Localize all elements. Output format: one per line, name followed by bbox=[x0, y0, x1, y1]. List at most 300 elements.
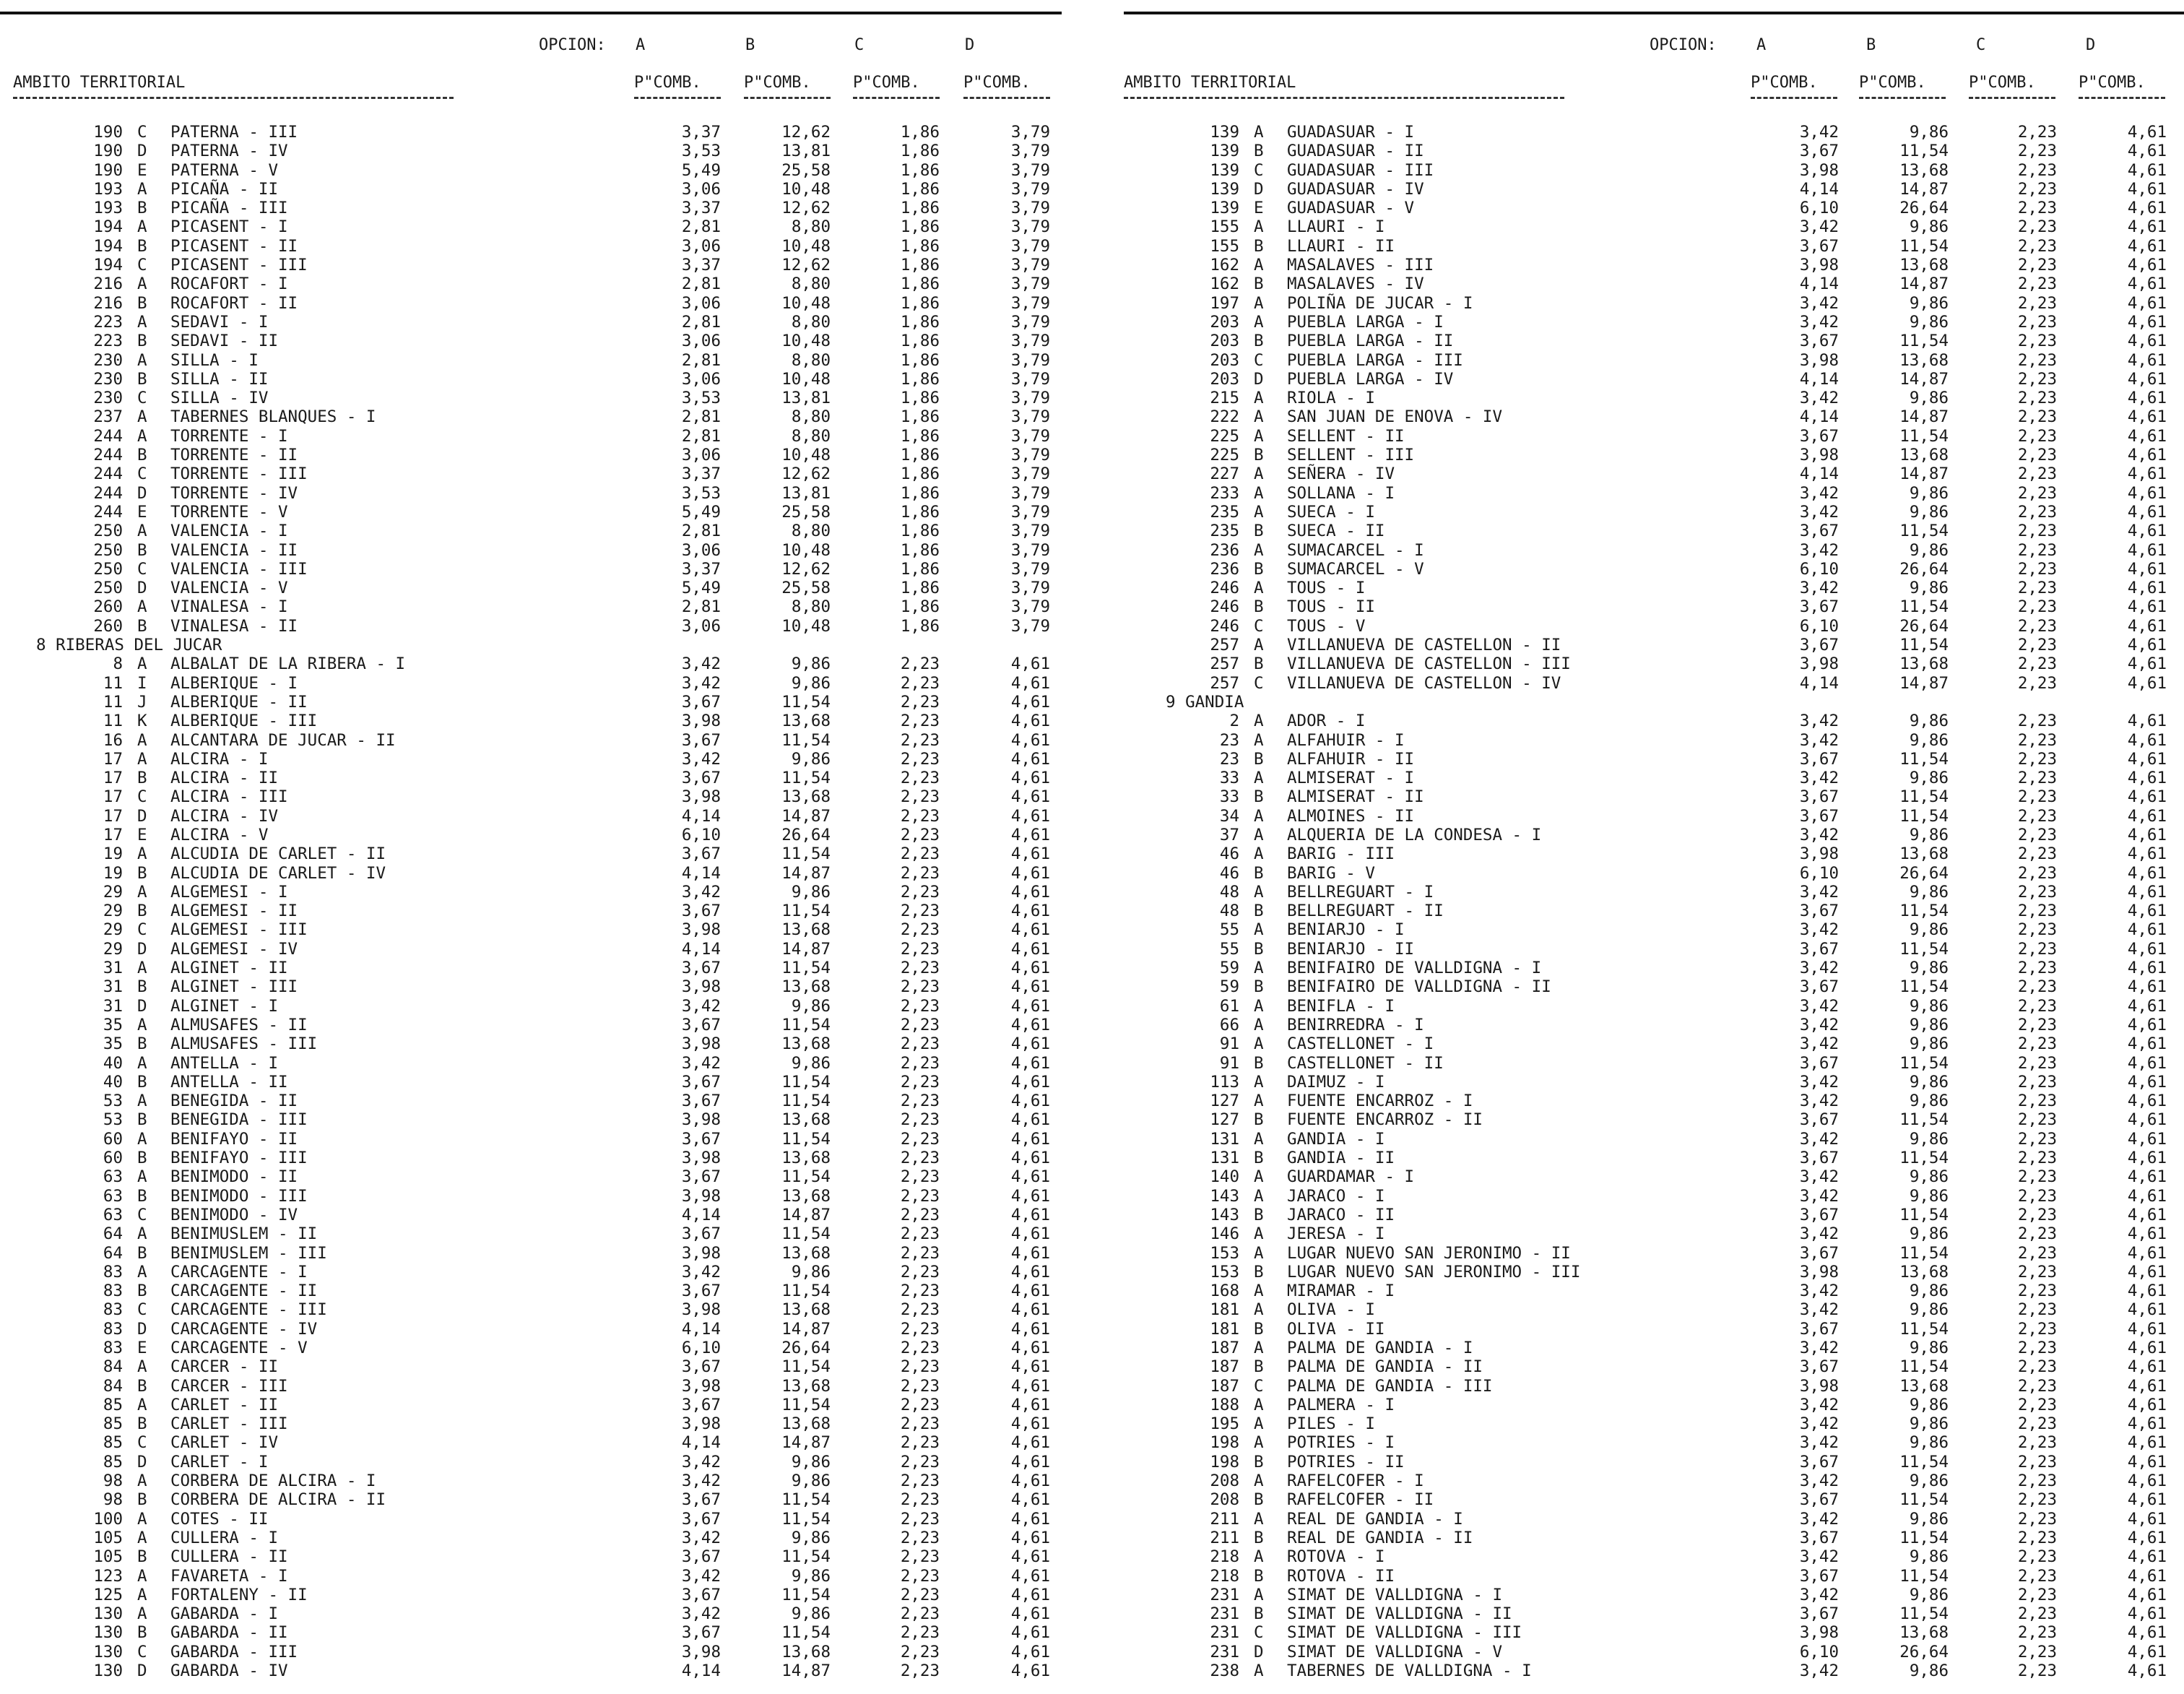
table-row bbox=[0, 1567, 1062, 1586]
pcomb-value-a: 3,42 bbox=[1799, 1433, 1839, 1453]
pcomb-underline-d bbox=[963, 97, 1050, 99]
pcomb-value-d: 4,61 bbox=[1010, 1472, 1050, 1491]
table-row bbox=[1124, 674, 2184, 693]
municipality-code: 33 bbox=[1219, 787, 1239, 807]
pcomb-value-c: 2,23 bbox=[2017, 673, 2057, 693]
municipality-code: 195 bbox=[1210, 1414, 1239, 1434]
pcomb-value-d: 3,79 bbox=[1010, 199, 1050, 218]
pcomb-value-c: 2,23 bbox=[2017, 902, 2057, 921]
pcomb-value-d: 3,79 bbox=[1010, 275, 1050, 294]
zone-letter: D bbox=[137, 806, 147, 826]
pcomb-value-d: 4,61 bbox=[1010, 806, 1050, 826]
zone-letter: B bbox=[137, 1243, 147, 1263]
pcomb-value-a: 3,37 bbox=[681, 256, 721, 275]
pcomb-value-d: 4,61 bbox=[1010, 1072, 1050, 1092]
pcomb-value-b: 9,86 bbox=[791, 1566, 831, 1586]
left-page-column bbox=[0, 0, 1062, 1694]
pcomb-value-a: 3,98 bbox=[681, 1034, 721, 1054]
municipality-code: 139 bbox=[1210, 123, 1239, 142]
municipality-name: ALBERIQUE - II bbox=[170, 692, 308, 712]
pcomb-value-c: 1,86 bbox=[900, 123, 940, 142]
zone-letter: A bbox=[137, 1053, 147, 1073]
pcomb-value-c: 2,23 bbox=[900, 1072, 940, 1092]
zone-letter: A bbox=[1254, 1129, 1264, 1149]
zone-letter: B bbox=[137, 1623, 147, 1643]
pcomb-value-c: 2,23 bbox=[2017, 787, 2057, 807]
table-row bbox=[0, 693, 1062, 712]
pcomb-value-d: 3,79 bbox=[1010, 559, 1050, 579]
pcomb-value-b: 11,54 bbox=[781, 1015, 831, 1034]
table-row bbox=[0, 351, 1062, 370]
pcomb-value-a: 3,42 bbox=[1799, 1339, 1839, 1357]
zone-letter: I bbox=[137, 673, 147, 693]
municipality-name: TOUS - V bbox=[1287, 616, 1366, 636]
pcomb-value-c: 1,86 bbox=[900, 350, 940, 370]
zone-letter: B bbox=[137, 369, 147, 389]
table-row bbox=[0, 484, 1062, 503]
table-row bbox=[1124, 1167, 2184, 1186]
municipality-code: 244 bbox=[93, 426, 123, 446]
pcomb-value-b: 9,86 bbox=[1909, 1547, 1949, 1567]
municipality-name: BENIMUSLEM - II bbox=[170, 1224, 318, 1244]
zone-letter: A bbox=[137, 522, 147, 541]
pcomb-value-a: 3,67 bbox=[1799, 1528, 1839, 1547]
pcomb-value-a: 6,10 bbox=[681, 825, 721, 844]
table-row bbox=[0, 1510, 1062, 1529]
table-row bbox=[1124, 313, 2184, 332]
pcomb-value-b: 9,86 bbox=[791, 1053, 831, 1073]
table-row bbox=[0, 1320, 1062, 1339]
pcomb-value-c: 1,86 bbox=[900, 332, 940, 351]
table-row bbox=[1124, 484, 2184, 503]
pcomb-value-d: 4,61 bbox=[2127, 350, 2167, 370]
municipality-code: 127 bbox=[1210, 1110, 1239, 1130]
zone-letter: A bbox=[1254, 293, 1264, 313]
municipality-name: BENIMODO - II bbox=[170, 1167, 298, 1187]
pcomb-value-a: 4,14 bbox=[681, 1205, 721, 1224]
municipality-code: 211 bbox=[1210, 1509, 1239, 1529]
zone-letter: A bbox=[137, 1129, 147, 1149]
municipality-name: ALGEMESI - I bbox=[170, 882, 288, 902]
municipality-code: 85 bbox=[103, 1452, 123, 1472]
pcomb-value-b: 9,86 bbox=[1909, 540, 1949, 560]
municipality-code: 203 bbox=[1210, 332, 1239, 351]
pcomb-value-b: 11,54 bbox=[1899, 1053, 1949, 1073]
table-row bbox=[1124, 370, 2184, 389]
zone-letter: A bbox=[1254, 1414, 1264, 1434]
pcomb-value-d: 4,61 bbox=[1010, 977, 1050, 997]
pcomb-value-c: 2,23 bbox=[900, 1395, 940, 1414]
pcomb-value-c: 2,23 bbox=[2017, 882, 2057, 902]
municipality-name: BENIFAYO - II bbox=[170, 1129, 298, 1149]
option-c-label: C bbox=[854, 36, 864, 54]
municipality-code: 193 bbox=[93, 199, 123, 218]
pcomb-value-b: 13,81 bbox=[781, 483, 831, 503]
table-row bbox=[0, 370, 1062, 389]
municipality-name: CARCAGENTE - I bbox=[170, 1262, 308, 1282]
zone-letter: B bbox=[137, 1186, 147, 1206]
pcomb-value-c: 2,23 bbox=[2017, 1092, 2057, 1111]
municipality-code: 8 bbox=[113, 654, 123, 674]
table-row bbox=[1124, 1414, 2184, 1433]
table-row bbox=[1124, 275, 2184, 293]
pcomb-value-c: 1,86 bbox=[900, 199, 940, 218]
pcomb-value-c: 2,23 bbox=[2017, 1339, 2057, 1357]
municipality-code: 37 bbox=[1219, 825, 1239, 844]
municipality-name: SILLA - II bbox=[170, 369, 269, 389]
pcomb-value-c: 2,23 bbox=[2017, 1585, 2057, 1604]
zone-letter: A bbox=[137, 1092, 147, 1111]
pcomb-value-b: 9,86 bbox=[1909, 389, 1949, 408]
zone-letter: B bbox=[1254, 902, 1264, 921]
pcomb-label-b: P"COMB. bbox=[1859, 74, 1926, 92]
municipality-name: CARCAGENTE - II bbox=[170, 1282, 318, 1301]
pcomb-value-c: 2,23 bbox=[900, 749, 940, 769]
municipality-code: 105 bbox=[93, 1547, 123, 1567]
pcomb-value-d: 4,61 bbox=[2127, 1205, 2167, 1224]
table-row bbox=[0, 1414, 1062, 1433]
table-row bbox=[0, 407, 1062, 426]
pcomb-value-a: 3,42 bbox=[1799, 1395, 1839, 1414]
municipality-name: SELLENT - III bbox=[1287, 446, 1415, 465]
pcomb-value-b: 10,48 bbox=[781, 540, 831, 560]
municipality-name: BENEGIDA - II bbox=[170, 1092, 298, 1111]
municipality-name: ALCIRA - II bbox=[170, 769, 279, 788]
pcomb-value-b: 9,86 bbox=[791, 996, 831, 1016]
municipality-name: ALCUDIA DE CARLET - II bbox=[170, 844, 386, 864]
municipality-name: BENIFLA - I bbox=[1287, 996, 1395, 1016]
pcomb-value-d: 4,61 bbox=[1010, 1149, 1050, 1168]
pcomb-value-b: 9,86 bbox=[1909, 1661, 1949, 1681]
pcomb-value-a: 2,81 bbox=[681, 217, 721, 237]
pcomb-value-d: 4,61 bbox=[2127, 787, 2167, 807]
pcomb-value-b: 12,62 bbox=[781, 559, 831, 579]
municipality-code: 31 bbox=[103, 996, 123, 1016]
municipality-code: 250 bbox=[93, 559, 123, 579]
municipality-code: 60 bbox=[103, 1129, 123, 1149]
municipality-code: 260 bbox=[93, 597, 123, 617]
pcomb-value-d: 3,79 bbox=[1010, 522, 1050, 541]
pcomb-value-d: 4,61 bbox=[1010, 863, 1050, 883]
zone-letter: A bbox=[1254, 579, 1264, 598]
pcomb-value-c: 1,86 bbox=[900, 559, 940, 579]
municipality-name: PICASENT - II bbox=[170, 236, 298, 256]
municipality-code: 130 bbox=[93, 1642, 123, 1661]
pcomb-value-d: 4,61 bbox=[1010, 825, 1050, 844]
pcomb-value-b: 9,86 bbox=[791, 1528, 831, 1547]
pcomb-value-d: 4,61 bbox=[2127, 1015, 2167, 1034]
pcomb-value-b: 13,68 bbox=[781, 1186, 831, 1206]
pcomb-value-c: 2,23 bbox=[2017, 236, 2057, 256]
municipality-name: ALCANTARA DE JUCAR - II bbox=[170, 730, 396, 750]
table-row bbox=[0, 1643, 1062, 1661]
municipality-name: SEDAVI - II bbox=[170, 332, 279, 351]
table-row bbox=[0, 769, 1062, 787]
pcomb-value-a: 5,49 bbox=[681, 579, 721, 598]
pcomb-value-a: 2,81 bbox=[681, 312, 721, 332]
zone-letter: B bbox=[1254, 1566, 1264, 1586]
pcomb-value-c: 2,23 bbox=[2017, 1300, 2057, 1320]
pcomb-value-c: 2,23 bbox=[900, 1623, 940, 1643]
pcomb-value-b: 9,86 bbox=[1909, 1186, 1949, 1206]
municipality-name: LUGAR NUEVO SAN JERONIMO - II bbox=[1287, 1243, 1571, 1263]
pcomb-value-c: 2,23 bbox=[900, 769, 940, 788]
pcomb-value-d: 3,79 bbox=[1010, 483, 1050, 503]
table-row bbox=[1124, 1224, 2184, 1243]
zone-letter: C bbox=[1254, 160, 1264, 180]
zone-letter: B bbox=[1254, 1319, 1264, 1339]
table-row bbox=[1124, 294, 2184, 313]
pcomb-value-b: 9,86 bbox=[791, 1472, 831, 1491]
pcomb-value-a: 3,98 bbox=[1799, 446, 1839, 465]
pcomb-value-c: 2,23 bbox=[2017, 1604, 2057, 1624]
municipality-name: ALFAHUIR - I bbox=[1287, 730, 1405, 750]
pcomb-value-a: 2,81 bbox=[681, 407, 721, 427]
zone-letter: E bbox=[137, 160, 147, 180]
municipality-code: 98 bbox=[103, 1490, 123, 1510]
zone-letter: A bbox=[1254, 636, 1264, 655]
table-row bbox=[0, 332, 1062, 350]
table-row bbox=[1124, 1643, 2184, 1661]
pcomb-value-a: 3,42 bbox=[681, 1472, 721, 1491]
municipality-name: TORRENTE - I bbox=[170, 426, 288, 446]
pcomb-value-b: 11,54 bbox=[781, 1623, 831, 1643]
pcomb-value-c: 2,23 bbox=[900, 1243, 940, 1263]
table-row bbox=[0, 464, 1062, 483]
municipality-code: 83 bbox=[103, 1282, 123, 1301]
pcomb-value-b: 13,68 bbox=[781, 920, 831, 940]
pcomb-value-d: 4,61 bbox=[2127, 142, 2167, 161]
pcomb-value-d: 3,79 bbox=[1010, 123, 1050, 142]
pcomb-value-a: 3,42 bbox=[1799, 217, 1839, 237]
pcomb-value-c: 2,23 bbox=[2017, 1053, 2057, 1073]
pcomb-value-b: 13,68 bbox=[781, 977, 831, 997]
zone-letter: D bbox=[137, 1452, 147, 1472]
pcomb-value-b: 14,87 bbox=[781, 1661, 831, 1681]
option-b-label: B bbox=[1866, 36, 1876, 54]
municipality-code: 216 bbox=[93, 293, 123, 313]
table-row bbox=[0, 256, 1062, 275]
table-row bbox=[0, 787, 1062, 806]
table-row bbox=[1124, 1149, 2184, 1167]
municipality-code: 63 bbox=[103, 1205, 123, 1224]
municipality-code: 29 bbox=[103, 920, 123, 940]
table-row bbox=[0, 1529, 1062, 1547]
municipality-code: 11 bbox=[103, 673, 123, 693]
pcomb-value-b: 13,68 bbox=[1899, 654, 1949, 674]
pcomb-value-d: 4,61 bbox=[2127, 1262, 2167, 1282]
pcomb-value-a: 6,10 bbox=[1799, 199, 1839, 218]
pcomb-value-c: 2,23 bbox=[2017, 369, 2057, 389]
pcomb-value-d: 3,79 bbox=[1010, 160, 1050, 180]
table-row bbox=[1124, 1510, 2184, 1529]
table-row bbox=[1124, 826, 2184, 844]
zone-letter: D bbox=[137, 996, 147, 1016]
zone-letter: A bbox=[1254, 1224, 1264, 1244]
municipality-code: 17 bbox=[103, 769, 123, 788]
pcomb-value-a: 2,81 bbox=[681, 426, 721, 446]
table-row bbox=[0, 199, 1062, 217]
pcomb-value-a: 3,42 bbox=[1799, 1282, 1839, 1301]
pcomb-value-b: 11,54 bbox=[1899, 787, 1949, 807]
pcomb-value-a: 3,42 bbox=[1799, 1224, 1839, 1244]
municipality-code: 53 bbox=[103, 1110, 123, 1130]
municipality-code: 215 bbox=[1210, 389, 1239, 408]
pcomb-value-c: 1,86 bbox=[900, 426, 940, 446]
pcomb-value-b: 9,86 bbox=[791, 1452, 831, 1472]
municipality-name: ROCAFORT - I bbox=[170, 275, 288, 294]
municipality-name: BENIFAIRO DE VALLDIGNA - II bbox=[1287, 977, 1551, 997]
pcomb-value-b: 12,62 bbox=[781, 464, 831, 484]
pcomb-value-b: 14,87 bbox=[781, 1433, 831, 1453]
pcomb-underline-a bbox=[634, 97, 721, 99]
table-row bbox=[0, 826, 1062, 844]
pcomb-value-a: 3,06 bbox=[681, 616, 721, 636]
pcomb-value-d: 4,61 bbox=[1010, 673, 1050, 693]
pcomb-value-d: 4,61 bbox=[1010, 1167, 1050, 1187]
pcomb-value-c: 1,86 bbox=[900, 522, 940, 541]
municipality-name: PALMA DE GANDIA - I bbox=[1287, 1339, 1473, 1357]
municipality-name: ROCAFORT - II bbox=[170, 293, 298, 313]
pcomb-value-d: 4,61 bbox=[1010, 1604, 1050, 1624]
pcomb-value-c: 2,23 bbox=[2017, 217, 2057, 237]
pcomb-value-b: 9,86 bbox=[1909, 996, 1949, 1016]
table-row bbox=[1124, 407, 2184, 426]
municipality-code: 85 bbox=[103, 1395, 123, 1414]
pcomb-value-d: 4,61 bbox=[2127, 1433, 2167, 1453]
pcomb-value-b: 8,80 bbox=[791, 350, 831, 370]
municipality-name: BENEGIDA - III bbox=[170, 1110, 308, 1130]
municipality-code: 190 bbox=[93, 160, 123, 180]
pcomb-value-b: 9,86 bbox=[1909, 882, 1949, 902]
pcomb-value-c: 1,86 bbox=[900, 275, 940, 294]
zone-letter: A bbox=[137, 1015, 147, 1034]
zone-letter: B bbox=[1254, 977, 1264, 997]
pcomb-value-d: 3,79 bbox=[1010, 179, 1050, 199]
pcomb-value-d: 4,61 bbox=[2127, 1167, 2167, 1187]
pcomb-value-a: 3,67 bbox=[1799, 597, 1839, 617]
municipality-code: 198 bbox=[1210, 1433, 1239, 1453]
pcomb-value-d: 4,61 bbox=[2127, 369, 2167, 389]
pcomb-value-a: 6,10 bbox=[1799, 616, 1839, 636]
pcomb-value-d: 4,61 bbox=[1010, 787, 1050, 807]
zone-letter: B bbox=[137, 863, 147, 883]
municipality-code: 59 bbox=[1219, 977, 1239, 997]
pcomb-value-d: 3,79 bbox=[1010, 389, 1050, 408]
pcomb-value-a: 3,53 bbox=[681, 142, 721, 161]
pcomb-value-a: 3,67 bbox=[1799, 332, 1839, 351]
zone-letter: C bbox=[137, 787, 147, 807]
pcomb-value-c: 2,23 bbox=[2017, 350, 2057, 370]
table-row bbox=[1124, 1623, 2184, 1642]
pcomb-value-b: 12,62 bbox=[781, 199, 831, 218]
pcomb-value-b: 9,86 bbox=[1909, 825, 1949, 844]
municipality-name: BENIARJO - I bbox=[1287, 920, 1405, 940]
pcomb-value-d: 4,61 bbox=[1010, 1414, 1050, 1434]
municipality-name: VILLANUEVA DE CASTELLON - III bbox=[1287, 654, 1571, 674]
table-row bbox=[0, 1224, 1062, 1243]
pcomb-value-a: 3,98 bbox=[681, 1243, 721, 1263]
pcomb-value-d: 4,61 bbox=[2127, 863, 2167, 883]
table-row bbox=[1124, 180, 2184, 199]
table-row bbox=[0, 579, 1062, 597]
municipality-code: 197 bbox=[1210, 293, 1239, 313]
municipality-name: VALENCIA - V bbox=[170, 579, 288, 598]
pcomb-value-a: 3,42 bbox=[1799, 579, 1839, 598]
municipality-code: 105 bbox=[93, 1528, 123, 1547]
pcomb-value-c: 2,23 bbox=[900, 1110, 940, 1130]
pcomb-value-d: 4,61 bbox=[2127, 1490, 2167, 1510]
pcomb-value-b: 14,87 bbox=[1899, 407, 1949, 427]
pcomb-value-b: 11,54 bbox=[1899, 426, 1949, 446]
table-row bbox=[1124, 579, 2184, 597]
municipality-name: PUEBLA LARGA - IV bbox=[1287, 369, 1454, 389]
municipality-name: BENIMUSLEM - III bbox=[170, 1243, 327, 1263]
pcomb-value-a: 3,53 bbox=[681, 389, 721, 408]
pcomb-value-a: 3,67 bbox=[1799, 1566, 1839, 1586]
zone-letter: B bbox=[137, 332, 147, 351]
municipality-name: ALMISERAT - I bbox=[1287, 769, 1415, 788]
pcomb-value-a: 4,14 bbox=[1799, 275, 1839, 294]
zone-letter: A bbox=[1254, 712, 1264, 731]
pcomb-value-d: 4,61 bbox=[2127, 123, 2167, 142]
pcomb-value-b: 13,68 bbox=[781, 1149, 831, 1168]
pcomb-value-d: 4,61 bbox=[2127, 1110, 2167, 1130]
pcomb-value-a: 3,67 bbox=[1799, 636, 1839, 655]
municipality-code: 257 bbox=[1210, 654, 1239, 674]
table-row bbox=[0, 161, 1062, 180]
table-row bbox=[1124, 237, 2184, 256]
pcomb-value-b: 9,86 bbox=[1909, 730, 1949, 750]
municipality-name: SILLA - I bbox=[170, 350, 259, 370]
zone-letter: C bbox=[137, 464, 147, 484]
pcomb-value-a: 3,98 bbox=[681, 1149, 721, 1168]
pcomb-value-c: 1,86 bbox=[900, 389, 940, 408]
pcomb-value-a: 3,42 bbox=[1799, 882, 1839, 902]
municipality-name: REAL DE GANDIA - II bbox=[1287, 1528, 1473, 1547]
table-header bbox=[1124, 0, 2184, 108]
municipality-name: ALMISERAT - II bbox=[1287, 787, 1424, 807]
pcomb-value-a: 3,67 bbox=[1799, 1357, 1839, 1377]
municipality-code: 91 bbox=[1219, 1034, 1239, 1054]
municipality-name: GANDIA - II bbox=[1287, 1149, 1395, 1168]
pcomb-value-c: 2,23 bbox=[900, 1224, 940, 1244]
pcomb-value-d: 4,61 bbox=[1010, 1661, 1050, 1681]
table-row bbox=[1124, 1320, 2184, 1339]
pcomb-value-b: 11,54 bbox=[1899, 806, 1949, 826]
zone-letter: A bbox=[1254, 1472, 1264, 1491]
table-row bbox=[0, 1453, 1062, 1472]
pcomb-value-a: 4,14 bbox=[681, 1661, 721, 1681]
pcomb-value-d: 4,61 bbox=[2127, 483, 2167, 503]
zone-letter: C bbox=[1254, 1376, 1264, 1396]
pcomb-value-a: 3,98 bbox=[1799, 350, 1839, 370]
zone-letter: A bbox=[1254, 730, 1264, 750]
municipality-code: 23 bbox=[1219, 730, 1239, 750]
pcomb-value-c: 2,23 bbox=[900, 1149, 940, 1168]
pcomb-value-c: 2,23 bbox=[900, 996, 940, 1016]
pcomb-value-b: 9,86 bbox=[791, 1604, 831, 1624]
pcomb-value-d: 4,61 bbox=[2127, 293, 2167, 313]
zone-letter: A bbox=[1254, 1186, 1264, 1206]
municipality-name: TOUS - I bbox=[1287, 579, 1366, 598]
pcomb-value-c: 1,86 bbox=[900, 483, 940, 503]
municipality-name: POLIÑA DE JUCAR - I bbox=[1287, 293, 1473, 313]
table-row bbox=[0, 427, 1062, 446]
table-row bbox=[0, 977, 1062, 996]
pcomb-value-b: 8,80 bbox=[791, 522, 831, 541]
zone-letter: A bbox=[1254, 825, 1264, 844]
